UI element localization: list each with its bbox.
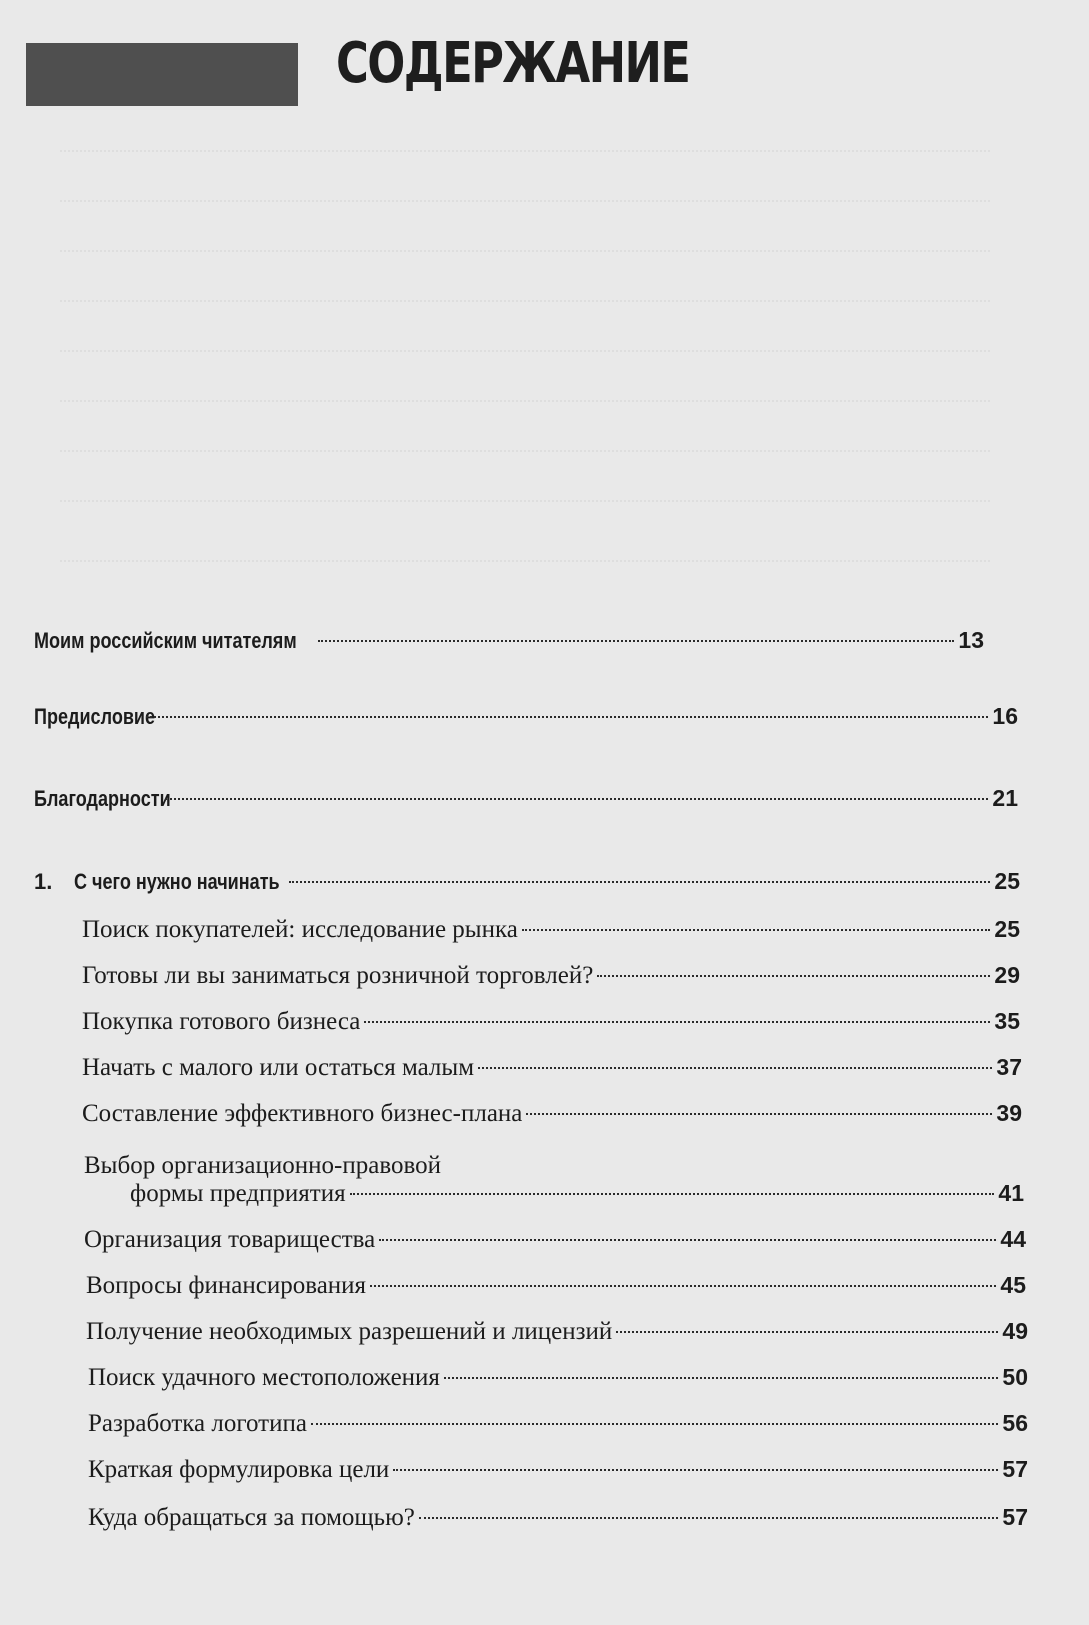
- toc-section-entry[interactable]: [84, 1226, 1026, 1254]
- toc-entry-page: 21: [992, 785, 1018, 811]
- section-title: Разработка логотипа: [88, 1410, 307, 1437]
- chapter-number: 1.: [34, 869, 53, 894]
- toc-section-entry[interactable]: [88, 1364, 1028, 1392]
- toc-section-entry[interactable]: [88, 1410, 1028, 1438]
- dot-leader: [289, 881, 990, 883]
- toc-chapter-entry[interactable]: [34, 868, 1020, 895]
- section-title: Начать с малого или остаться малым: [82, 1054, 475, 1081]
- section-title: Организация товарищества: [84, 1226, 376, 1253]
- section-page: 56: [1002, 1410, 1028, 1436]
- toc-section-entry[interactable]: [88, 1456, 1028, 1484]
- section-title: Поиск удачного местоположения: [88, 1364, 440, 1391]
- section-title-line1[interactable]: Выбор организационно-правовой: [84, 1152, 441, 1179]
- section-page: 29: [994, 962, 1020, 988]
- section-page: 35: [994, 1008, 1020, 1034]
- toc-entry[interactable]: [34, 785, 1018, 812]
- toc-section-entry[interactable]: [86, 1272, 1026, 1300]
- section-title: Покупка готового бизнеса: [82, 1008, 361, 1035]
- toc-entry-title: Моим российским читателям: [34, 628, 297, 653]
- toc-entry-title: Предисловие: [34, 704, 156, 729]
- toc-entry-title: Благодарности: [34, 786, 171, 811]
- dot-leader: [616, 1331, 998, 1333]
- toc-section-entry[interactable]: [130, 1180, 1024, 1208]
- toc-section-entry[interactable]: [82, 916, 1020, 944]
- page-title: СОДЕРЖАНИЕ: [336, 31, 690, 96]
- section-page: 25: [994, 916, 1020, 942]
- section-title: Поиск покупателей: исследование рынка: [82, 916, 518, 943]
- toc-section-entry[interactable]: [86, 1318, 1028, 1346]
- dot-leader: [419, 1517, 999, 1519]
- dot-leader: [379, 1239, 996, 1241]
- section-title: Куда обращаться за помощью?: [88, 1504, 415, 1531]
- section-title: Получение необходимых разрешений и лицензий: [86, 1318, 613, 1345]
- dot-leader: [526, 1113, 992, 1115]
- section-page: 49: [1002, 1318, 1028, 1344]
- section-page: 50: [1002, 1364, 1028, 1390]
- section-title: Вопросы финансирования: [86, 1272, 367, 1299]
- dot-leader: [311, 1423, 998, 1425]
- dot-leader: [146, 716, 989, 718]
- dot-leader: [318, 640, 954, 642]
- dot-leader: [165, 798, 989, 800]
- dot-leader: [393, 1469, 998, 1471]
- dot-leader: [364, 1021, 990, 1023]
- dot-leader: [478, 1067, 992, 1069]
- section-title-line2: формы предприятия: [130, 1180, 346, 1207]
- dot-leader: [597, 975, 990, 977]
- section-page: 39: [996, 1100, 1022, 1126]
- dot-leader: [370, 1285, 996, 1287]
- section-page: 57: [1002, 1504, 1028, 1530]
- toc-section-entry[interactable]: [82, 1008, 1020, 1036]
- section-page: 44: [1000, 1226, 1026, 1252]
- heading-decoration-bar: [26, 43, 298, 106]
- toc-entry[interactable]: [34, 627, 984, 654]
- section-page: 57: [1002, 1456, 1028, 1482]
- section-page: 41: [998, 1180, 1024, 1206]
- dot-leader: [350, 1193, 995, 1195]
- toc-entry-page: 13: [958, 627, 984, 653]
- toc-section-entry[interactable]: [82, 1054, 1022, 1082]
- toc-section-entry[interactable]: [82, 1100, 1022, 1128]
- dot-leader: [444, 1377, 998, 1379]
- dot-leader: [522, 929, 991, 931]
- chapter-page: 25: [994, 868, 1020, 894]
- toc-section-entry[interactable]: [88, 1504, 1028, 1532]
- section-title: Составление эффективного бизнес-плана: [82, 1100, 523, 1127]
- section-title: Краткая формулировка цели: [88, 1456, 390, 1483]
- section-page: 45: [1000, 1272, 1026, 1298]
- toc-section-entry[interactable]: [82, 962, 1020, 990]
- toc-entry[interactable]: [34, 703, 1018, 730]
- section-page: 37: [996, 1054, 1022, 1080]
- toc-entry-page: 16: [992, 703, 1018, 729]
- chapter-title: С чего нужно начинать: [74, 869, 280, 894]
- section-title: Готовы ли вы заниматься розничной торговлей?: [82, 962, 594, 989]
